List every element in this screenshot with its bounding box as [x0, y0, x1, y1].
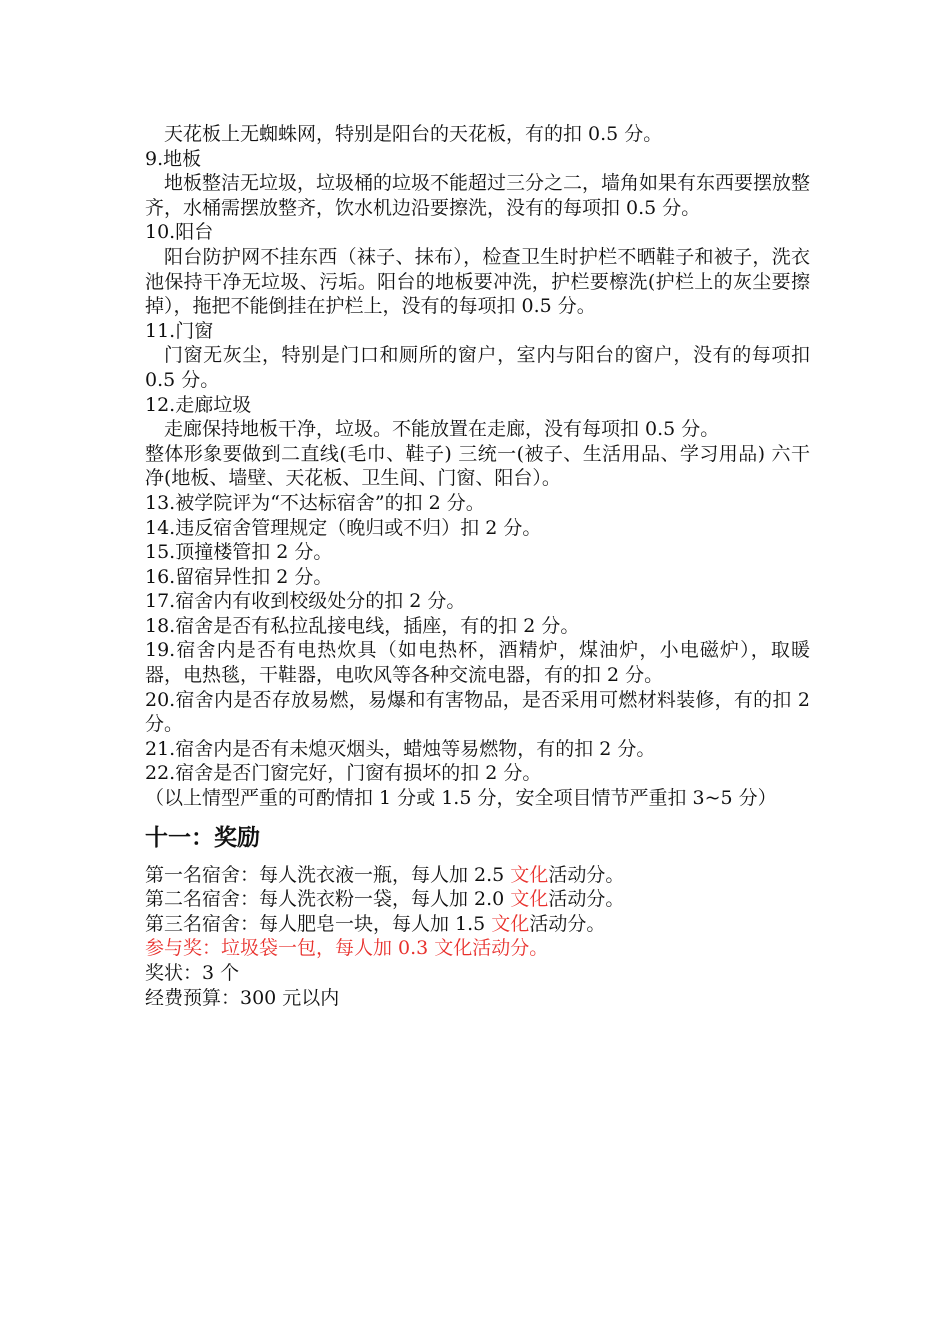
award-second-text: 第二名宿舍：每人洗衣粉一袋，每人加 2.0	[145, 888, 511, 911]
award-first-highlight: 文化	[510, 863, 549, 886]
paragraph-note: （以上情型严重的可酌情扣 1 分或 1.5 分，安全项目情节严重扣 3~5 分）	[145, 787, 777, 810]
rule-item-19: 19.宿舍内是否有电热炊具（如电热杯，酒精炉，煤油炉，小电磁炉），取暖器，电热毯，干鞋器，电吹风等各种交流电器，有的扣 2 分。	[145, 639, 810, 687]
award-certificates: 奖状：3 个	[145, 962, 240, 984]
rule-item-14: 14.违反宿舍管理规定（晚归或不归）扣 2 分。	[145, 516, 542, 539]
paragraph-balcony: 阳台防护网不挂东西（袜子、抹布），检查卫生时护栏不晒鞋子和被子，洗衣池保持干净无垃圾、污垢。阳台的地板要冲洗，护栏要檫洗(护栏上的灰尘要擦掉），拖把不能倒挂在护栏上，没有的每项扣 0.5 分。	[145, 245, 810, 318]
rule-item-22: 22.宿舍是否门窗完好，门窗有损坏的扣 2 分。	[145, 762, 542, 785]
award-first-suffix: 活动分。	[548, 863, 625, 886]
paragraph-doors-windows: 门窗无灰尘，特别是门口和厕所的窗户，室内与阳台的窗户，没有的每项扣 0.5 分。	[145, 344, 810, 391]
award-third-highlight: 文化	[491, 912, 530, 935]
rule-item-18: 18.宿舍是否有私拉乱接电线，插座，有的扣 2 分。	[145, 614, 580, 637]
paragraph-corridor: 走廊保持地板干净，垃圾。不能放置在走廊，没有每项扣 0.5 分。	[164, 418, 720, 441]
item-heading-corridor: 12.走廊垃圾	[145, 393, 252, 416]
rule-item-15: 15.顶撞楼管扣 2 分。	[145, 541, 333, 564]
award-first-text: 第一名宿舍：每人洗衣液一瓶，每人加 2.5	[145, 863, 511, 886]
item-heading-doors-windows: 11.门窗	[145, 319, 214, 342]
document-page	[145, 122, 810, 1010]
award-third-text: 第三名宿舍：每人肥皂一块，每人加 1.5	[145, 912, 492, 935]
paragraph-overall-image: 整体形象要做到二直线(毛巾、鞋子) 三统一(被子、生活用品、学习用品) 六干净(地板、墙壁、天花板、卫生间、门窗、阳台）。	[145, 442, 810, 490]
award-first	[145, 863, 810, 888]
paragraph-floor: 地板整洁无垃圾，垃圾桶的垃圾不能超过三分之二，墙角如果有东西要摆放整齐，水桶需摆放整齐，饮水机边沿要擦洗，没有的每项扣 0.5 分。	[145, 172, 811, 219]
paragraph-ceiling: 天花板上无蜘蛛网，特别是阳台的天花板，有的扣 0.5 分。	[164, 123, 663, 145]
rule-item-13: 13.被学院评为“不达标宿舍”的扣 2 分。	[145, 491, 485, 514]
rule-item-21: 21.宿舍内是否有未熄灭烟头，蜡烛等易燃物，有的扣 2 分。	[145, 737, 656, 760]
item-heading-floor: 9.地板	[145, 147, 202, 170]
award-third-suffix: 活动分。	[529, 912, 606, 935]
item-heading-balcony: 10.阳台	[145, 221, 214, 244]
section-heading-awards: 十一：奖励	[145, 824, 260, 851]
rule-item-20: 20.宿舍内是否存放易燃，易爆和有害物品，是否采用可燃材料装修，有的扣 2 分。	[145, 688, 810, 736]
award-budget: 经费预算：300 元以内	[145, 986, 340, 1009]
award-second	[145, 887, 810, 912]
rule-item-17: 17.宿舍内有收到校级处分的扣 2 分。	[145, 590, 466, 613]
award-second-suffix: 活动分。	[548, 888, 625, 911]
award-third	[145, 912, 810, 937]
award-second-highlight: 文化	[510, 888, 549, 911]
rule-item-16: 16.留宿异性扣 2 分。	[145, 565, 333, 588]
award-participation: 参与奖：垃圾袋一包，每人加 0.3 文化活动分。	[145, 937, 549, 960]
